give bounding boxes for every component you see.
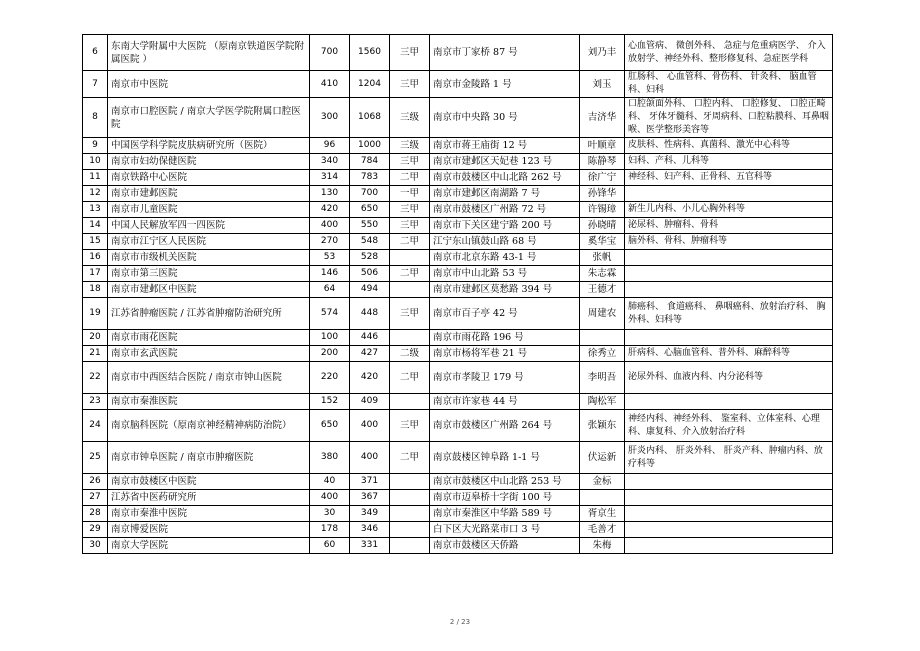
staff-count: 783 xyxy=(350,170,390,186)
table-row xyxy=(83,538,833,554)
hospital-name: 南京市市级机关医院 xyxy=(108,250,310,266)
specialties xyxy=(625,394,833,410)
director-name xyxy=(580,490,625,506)
hospital-address: 白下区大光路菜市口 3 号 xyxy=(430,522,580,538)
table-row xyxy=(83,362,833,394)
hospital-address: 南京市杨将军巷 21 号 xyxy=(430,346,580,362)
hospital-address: 江宁东山镇鼓山路 68 号 xyxy=(430,234,580,250)
director-name: 毛善才 xyxy=(580,522,625,538)
specialties: 新生儿内科、小儿心胸外科等 xyxy=(625,202,833,218)
table-row xyxy=(83,250,833,266)
table-row xyxy=(83,266,833,282)
hospital-grade: 三甲 xyxy=(390,71,430,98)
hospital-address: 南京市北京东路 43-1 号 xyxy=(430,250,580,266)
row-number: 30 xyxy=(83,538,108,554)
row-number: 15 xyxy=(83,234,108,250)
bed-count: 200 xyxy=(310,346,350,362)
hospital-name: 南京市妇幼保健医院 xyxy=(108,154,310,170)
hospital-name: 南京市钟阜医院 / 南京市肿瘤医院 xyxy=(108,442,310,474)
bed-count: 146 xyxy=(310,266,350,282)
bed-count: 314 xyxy=(310,170,350,186)
specialties: 神经内科、神经外科、 鉴室科、立体室科、心理科、康复科、介入放射治疗科 xyxy=(625,410,833,442)
hospital-name: 南京博爱医院 xyxy=(108,522,310,538)
specialties xyxy=(625,282,833,298)
bed-count: 270 xyxy=(310,234,350,250)
hospital-grade xyxy=(390,394,430,410)
table-row xyxy=(83,410,833,442)
row-number: 9 xyxy=(83,138,108,154)
hospital-name: 南京大学医院 xyxy=(108,538,310,554)
hospital-address: 南京市中央路 30 号 xyxy=(430,98,580,138)
hospital-grade: 二甲 xyxy=(390,170,430,186)
director-name: 徐秀立 xyxy=(580,346,625,362)
hospital-name: 南京市儿童医院 xyxy=(108,202,310,218)
table-row xyxy=(83,394,833,410)
row-number: 21 xyxy=(83,346,108,362)
bed-count: 220 xyxy=(310,362,350,394)
staff-count: 506 xyxy=(350,266,390,282)
table-row xyxy=(83,282,833,298)
staff-count: 446 xyxy=(350,330,390,346)
hospital-name: 南京市建邺区中医院 xyxy=(108,282,310,298)
row-number: 10 xyxy=(83,154,108,170)
staff-count: 420 xyxy=(350,362,390,394)
table-row xyxy=(83,35,833,71)
hospital-grade: 三甲 xyxy=(390,35,430,71)
hospital-address: 南京市鼓楼区广州路 72 号 xyxy=(430,202,580,218)
hospital-name: 南京市口腔医院 / 南京大学医学院附属口腔医院 xyxy=(108,98,310,138)
row-number: 6 xyxy=(83,35,108,71)
hospital-address: 南京市中山北路 53 号 xyxy=(430,266,580,282)
hospital-grade: 二甲 xyxy=(390,234,430,250)
bed-count: 700 xyxy=(310,35,350,71)
table-row xyxy=(83,71,833,98)
row-number: 8 xyxy=(83,98,108,138)
staff-count: 349 xyxy=(350,506,390,522)
table-row xyxy=(83,474,833,490)
table-row xyxy=(83,202,833,218)
row-number: 20 xyxy=(83,330,108,346)
hospital-name: 中国医学科学院皮肤病研究所（医院） xyxy=(108,138,310,154)
table-row xyxy=(83,298,833,330)
row-number: 22 xyxy=(83,362,108,394)
staff-count: 550 xyxy=(350,218,390,234)
hospital-name: 南京市江宁区人民医院 xyxy=(108,234,310,250)
hospital-grade: 二甲 xyxy=(390,266,430,282)
hospital-name: 南京市建邺医院 xyxy=(108,186,310,202)
director-name: 叶顺章 xyxy=(580,138,625,154)
specialties: 口腔颌面外科、 口腔内科、 口腔修复、 口腔正畸科、 牙体牙髓科、牙周病科、口腔粘膜科、耳鼻咽喉、医学整形美容等 xyxy=(625,98,833,138)
staff-count: 494 xyxy=(350,282,390,298)
hospital-grade: 三甲 xyxy=(390,410,430,442)
row-number: 27 xyxy=(83,490,108,506)
staff-count: 1068 xyxy=(350,98,390,138)
hospital-address: 南京市鼓楼区中山北路 253 号 xyxy=(430,474,580,490)
director-name: 陈静琴 xyxy=(580,154,625,170)
hospital-address: 南京市秦淮区中华路 589 号 xyxy=(430,506,580,522)
table-row xyxy=(83,330,833,346)
director-name: 吉济华 xyxy=(580,98,625,138)
specialties: 肝炎内科、 肝炎外科、 肝炎产科、肿瘤内科、放疗科等 xyxy=(625,442,833,474)
specialties xyxy=(625,250,833,266)
bed-count: 410 xyxy=(310,71,350,98)
bed-count: 64 xyxy=(310,282,350,298)
hospital-name: 江苏省中医药研究所 xyxy=(108,490,310,506)
specialties: 皮肤科、性病科、真菌科、激光中心科等 xyxy=(625,138,833,154)
row-number: 16 xyxy=(83,250,108,266)
staff-count: 400 xyxy=(350,442,390,474)
table-row xyxy=(83,138,833,154)
hospital-address: 南京鼓楼区钟阜路 1-1 号 xyxy=(430,442,580,474)
specialties xyxy=(625,538,833,554)
row-number: 23 xyxy=(83,394,108,410)
bed-count: 60 xyxy=(310,538,350,554)
staff-count: 367 xyxy=(350,490,390,506)
hospital-grade: 二甲 xyxy=(390,442,430,474)
staff-count: 1204 xyxy=(350,71,390,98)
bed-count: 400 xyxy=(310,218,350,234)
specialties: 神经科、妇产科、正骨科、五官科等 xyxy=(625,170,833,186)
row-number: 7 xyxy=(83,71,108,98)
hospital-grade: 三级 xyxy=(390,98,430,138)
director-name: 朱梅 xyxy=(580,538,625,554)
hospital-name: 南京市雨花医院 xyxy=(108,330,310,346)
director-name xyxy=(580,330,625,346)
director-name: 奚华宝 xyxy=(580,234,625,250)
director-name: 刘玉 xyxy=(580,71,625,98)
hospital-grade xyxy=(390,330,430,346)
hospital-address: 南京市许家巷 44 号 xyxy=(430,394,580,410)
staff-count: 1000 xyxy=(350,138,390,154)
hospital-name: 南京市秦淮中医院 xyxy=(108,506,310,522)
specialties: 肺癌科、 食道癌科、 鼻咽癌科、放射治疗科、 胸外科、妇科等 xyxy=(625,298,833,330)
hospital-grade xyxy=(390,474,430,490)
bed-count: 152 xyxy=(310,394,350,410)
hospital-grade xyxy=(390,506,430,522)
specialties xyxy=(625,490,833,506)
row-number: 26 xyxy=(83,474,108,490)
hospital-grade xyxy=(390,538,430,554)
staff-count: 448 xyxy=(350,298,390,330)
director-name: 刘乃丰 xyxy=(580,35,625,71)
hospital-name: 南京市玄武医院 xyxy=(108,346,310,362)
staff-count: 409 xyxy=(350,394,390,410)
specialties xyxy=(625,506,833,522)
hospital-name: 南京市中医院 xyxy=(108,71,310,98)
row-number: 25 xyxy=(83,442,108,474)
row-number: 13 xyxy=(83,202,108,218)
hospital-address: 南京市孝陵卫 179 号 xyxy=(430,362,580,394)
row-number: 28 xyxy=(83,506,108,522)
director-name: 王德才 xyxy=(580,282,625,298)
table-row xyxy=(83,490,833,506)
hospital-address: 南京市迈皋桥十字街 100 号 xyxy=(430,490,580,506)
table-row xyxy=(83,346,833,362)
specialties: 心血管病、 微创外科、 急症与危重病医学、 介入放射学、神经外科、整形修复科、急症医学科 xyxy=(625,35,833,71)
hospital-address: 南京市下关区建宁路 200 号 xyxy=(430,218,580,234)
table-row xyxy=(83,218,833,234)
director-name: 周建农 xyxy=(580,298,625,330)
hospital-grade: 二甲 xyxy=(390,362,430,394)
specialties: 肝病科、心脑血管科、普外科、麻醉科等 xyxy=(625,346,833,362)
specialties: 泌尿外科、血液内科、内分泌科等 xyxy=(625,362,833,394)
hospital-grade: 三甲 xyxy=(390,154,430,170)
table-row xyxy=(83,442,833,474)
table-row xyxy=(83,186,833,202)
director-name: 许锡璋 xyxy=(580,202,625,218)
specialties xyxy=(625,330,833,346)
specialties xyxy=(625,266,833,282)
bed-count: 130 xyxy=(310,186,350,202)
specialties: 脑外科、骨科、肿瘤科等 xyxy=(625,234,833,250)
table-row xyxy=(83,170,833,186)
row-number: 19 xyxy=(83,298,108,330)
director-name: 胥京生 xyxy=(580,506,625,522)
director-name: 李明吾 xyxy=(580,362,625,394)
bed-count: 53 xyxy=(310,250,350,266)
hospital-address: 南京市丁家桥 87 号 xyxy=(430,35,580,71)
specialties xyxy=(625,186,833,202)
director-name: 张帆 xyxy=(580,250,625,266)
director-name: 张颖东 xyxy=(580,410,625,442)
bed-count: 300 xyxy=(310,98,350,138)
staff-count: 400 xyxy=(350,410,390,442)
director-name: 孙晓晴 xyxy=(580,218,625,234)
hospital-name: 南京脑科医院（原南京神经精神病防治院） xyxy=(108,410,310,442)
specialties xyxy=(625,522,833,538)
staff-count: 548 xyxy=(350,234,390,250)
hospital-table xyxy=(82,34,833,554)
hospital-name: 中国人民解放军四一四医院 xyxy=(108,218,310,234)
hospital-grade: 三级 xyxy=(390,138,430,154)
table-row xyxy=(83,98,833,138)
bed-count: 100 xyxy=(310,330,350,346)
row-number: 18 xyxy=(83,282,108,298)
row-number: 29 xyxy=(83,522,108,538)
staff-count: 1560 xyxy=(350,35,390,71)
row-number: 12 xyxy=(83,186,108,202)
page-number: 2 / 23 xyxy=(449,618,471,626)
director-name: 金标 xyxy=(580,474,625,490)
bed-count: 650 xyxy=(310,410,350,442)
hospital-name: 南京市第三医院 xyxy=(108,266,310,282)
director-name: 伏运新 xyxy=(580,442,625,474)
hospital-grade: 三甲 xyxy=(390,298,430,330)
bed-count: 96 xyxy=(310,138,350,154)
table-body xyxy=(83,35,833,554)
director-name: 陶松军 xyxy=(580,394,625,410)
staff-count: 346 xyxy=(350,522,390,538)
staff-count: 331 xyxy=(350,538,390,554)
bed-count: 40 xyxy=(310,474,350,490)
table-row xyxy=(83,234,833,250)
hospital-name: 南京铁路中心医院 xyxy=(108,170,310,186)
hospital-address: 南京市百子亭 42 号 xyxy=(430,298,580,330)
row-number: 14 xyxy=(83,218,108,234)
specialties: 泌尿科、肿瘤科、骨科 xyxy=(625,218,833,234)
hospital-grade: 三甲 xyxy=(390,202,430,218)
row-number: 11 xyxy=(83,170,108,186)
director-name: 朱志霖 xyxy=(580,266,625,282)
table-row xyxy=(83,522,833,538)
hospital-name: 江苏省肿瘤医院 / 江苏省肿瘤防治研究所 xyxy=(108,298,310,330)
director-name: 孙锋华 xyxy=(580,186,625,202)
row-number: 17 xyxy=(83,266,108,282)
hospital-address: 南京市建邺区莫愁路 394 号 xyxy=(430,282,580,298)
director-name: 徐广宁 xyxy=(580,170,625,186)
hospital-grade xyxy=(390,490,430,506)
specialties: 肛肠科、 心血管科、骨伤科、 针灸科、 脑血管科、妇科 xyxy=(625,71,833,98)
bed-count: 420 xyxy=(310,202,350,218)
staff-count: 528 xyxy=(350,250,390,266)
staff-count: 784 xyxy=(350,154,390,170)
hospital-name: 东南大学附属中大医院 （原南京铁道医学院附属医院 ） xyxy=(108,35,310,71)
hospital-grade xyxy=(390,522,430,538)
hospital-name: 南京市鼓楼区中医院 xyxy=(108,474,310,490)
row-number: 24 xyxy=(83,410,108,442)
hospital-address: 南京市鼓楼区广州路 264 号 xyxy=(430,410,580,442)
hospital-grade: 二级 xyxy=(390,346,430,362)
hospital-grade xyxy=(390,250,430,266)
staff-count: 650 xyxy=(350,202,390,218)
hospital-name: 南京市中西医结合医院 / 南京市钟山医院 xyxy=(108,362,310,394)
specialties: 妇科、产科、儿科等 xyxy=(625,154,833,170)
hospital-address: 南京市金陵路 1 号 xyxy=(430,71,580,98)
specialties xyxy=(625,474,833,490)
bed-count: 574 xyxy=(310,298,350,330)
staff-count: 371 xyxy=(350,474,390,490)
hospital-address: 南京市建邺区天妃巷 123 号 xyxy=(430,154,580,170)
hospital-address: 南京市鼓楼区中山北路 262 号 xyxy=(430,170,580,186)
bed-count: 178 xyxy=(310,522,350,538)
table-row xyxy=(83,506,833,522)
hospital-address: 南京市鼓楼区天侨路 xyxy=(430,538,580,554)
bed-count: 400 xyxy=(310,490,350,506)
staff-count: 700 xyxy=(350,186,390,202)
hospital-grade xyxy=(390,282,430,298)
bed-count: 340 xyxy=(310,154,350,170)
bed-count: 30 xyxy=(310,506,350,522)
staff-count: 427 xyxy=(350,346,390,362)
table-row xyxy=(83,154,833,170)
hospital-address: 南京市建邺区南湖路 7 号 xyxy=(430,186,580,202)
hospital-address: 南京市雨花路 196 号 xyxy=(430,330,580,346)
hospital-grade: 一甲 xyxy=(390,186,430,202)
bed-count: 380 xyxy=(310,442,350,474)
hospital-name: 南京市秦淮医院 xyxy=(108,394,310,410)
hospital-grade: 三甲 xyxy=(390,218,430,234)
hospital-address: 南京市蒋王庙街 12 号 xyxy=(430,138,580,154)
